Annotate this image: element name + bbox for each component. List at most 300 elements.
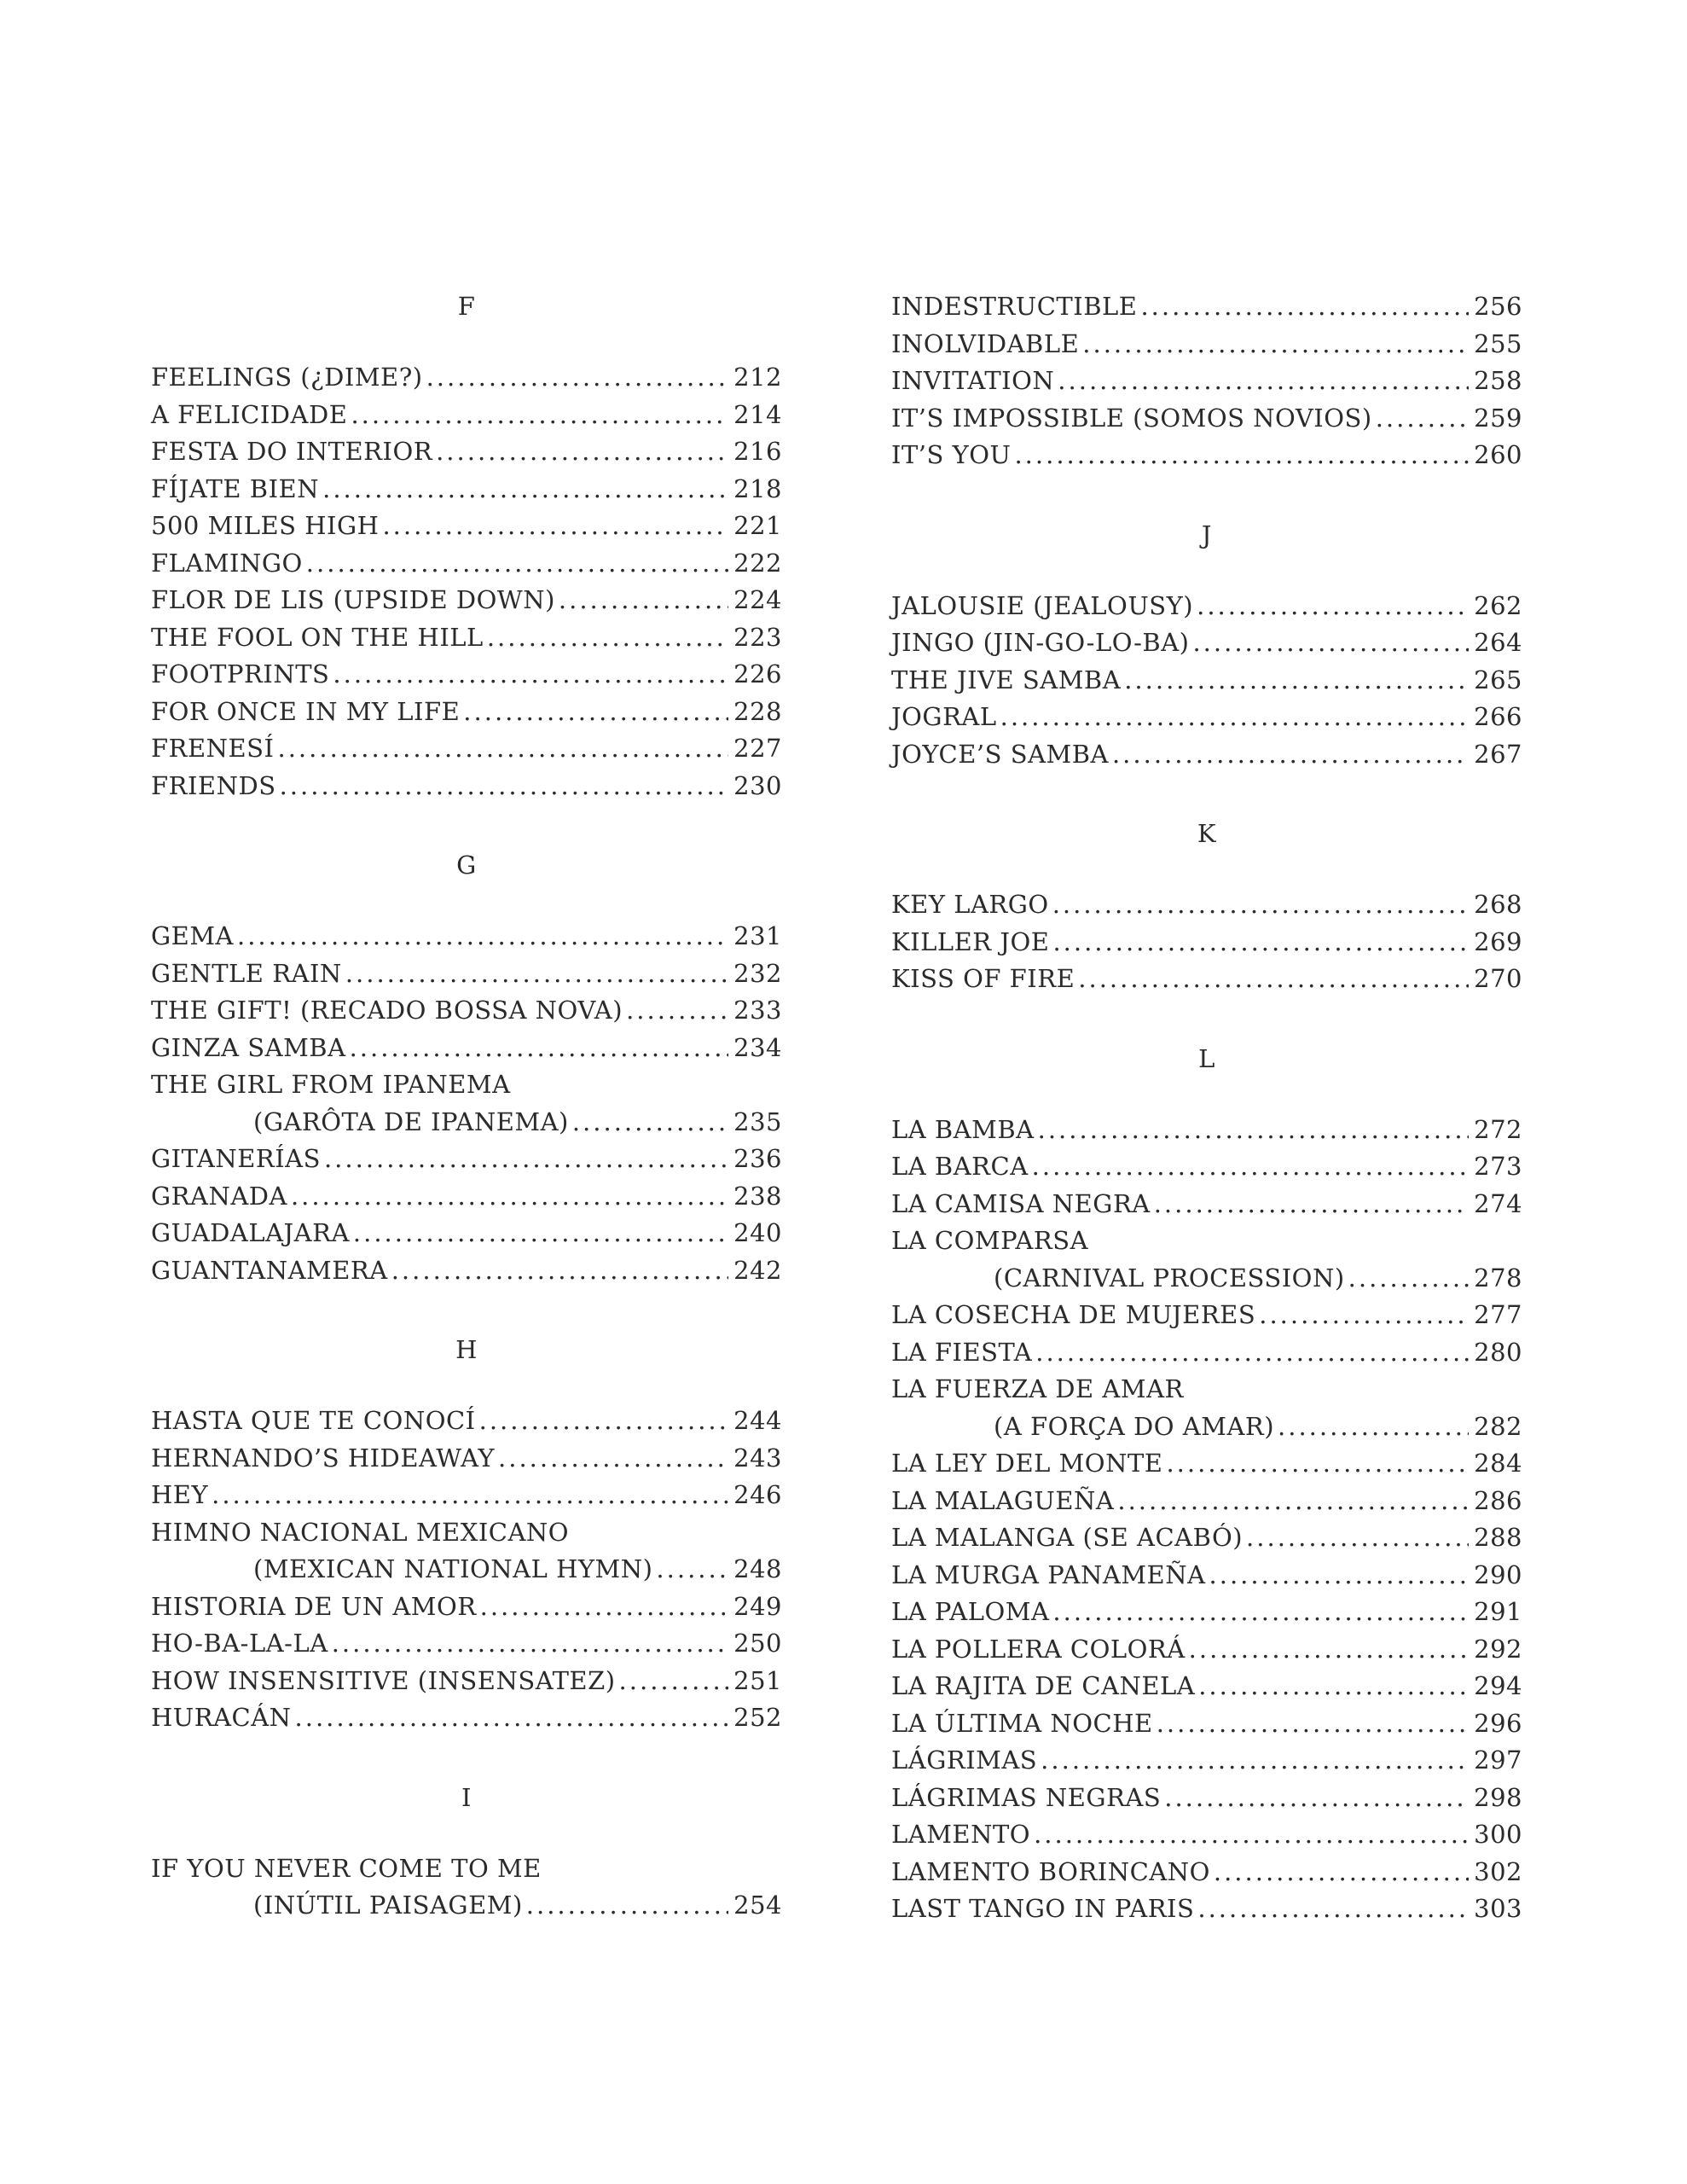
dot-leader xyxy=(1376,400,1469,438)
dot-leader xyxy=(382,508,728,545)
index-column-right xyxy=(891,288,1522,1971)
entry-page-number: 222 xyxy=(733,548,782,578)
index-section xyxy=(151,1780,782,1925)
entry-title: HERNANDO’S HIDEAWAY xyxy=(151,1443,496,1472)
entry-title: HO-BA-LA-LA xyxy=(151,1629,328,1658)
entry-line xyxy=(891,288,1522,326)
dot-leader xyxy=(1209,1557,1470,1594)
dot-leader xyxy=(350,1030,729,1067)
dot-leader xyxy=(295,1699,729,1737)
index-section xyxy=(151,847,782,1289)
entry-page-number: 272 xyxy=(1474,1114,1522,1144)
index-entry xyxy=(151,1178,782,1216)
section-letter-heading: K xyxy=(1197,819,1217,848)
entry-title: LÁGRIMAS NEGRAS xyxy=(891,1782,1162,1812)
index-entry xyxy=(151,619,782,657)
entry-line xyxy=(891,1519,1522,1557)
entry-subtitle-line xyxy=(151,1887,782,1925)
entry-title: A FELICIDADE xyxy=(151,399,348,429)
entry-title: LA COSECHA DE MUJERES xyxy=(891,1300,1256,1329)
entry-page-number: 262 xyxy=(1474,590,1522,620)
entry-page-number: 228 xyxy=(733,696,782,726)
entry-subtitle-line xyxy=(891,1260,1522,1298)
dot-leader xyxy=(480,1589,729,1626)
dot-leader xyxy=(1157,1705,1469,1743)
index-entry xyxy=(891,1557,1522,1594)
section-letter-heading: L xyxy=(1198,1043,1215,1073)
index-column-left xyxy=(151,288,782,1967)
dot-leader xyxy=(1034,1816,1469,1854)
entry-title-line xyxy=(151,1514,782,1552)
entry-title: LA FUERZA DE AMAR xyxy=(891,1374,1184,1403)
index-entry xyxy=(151,992,782,1030)
dot-leader xyxy=(1052,1594,1469,1631)
entry-title: LA ÚLTIMA NOCHE xyxy=(891,1708,1153,1738)
entry-title: IF YOU NEVER COME TO ME xyxy=(151,1853,542,1883)
entry-page-number: 282 xyxy=(1474,1411,1522,1441)
dot-leader xyxy=(1189,1631,1469,1669)
entry-title: LA BAMBA xyxy=(891,1114,1035,1144)
entry-title: HOW INSENSITIVE (INSENSATEZ) xyxy=(151,1665,616,1695)
index-entry xyxy=(151,1215,782,1252)
dot-leader xyxy=(1078,961,1469,998)
dot-leader xyxy=(1278,1409,1469,1446)
entry-page-number: 234 xyxy=(733,1032,782,1062)
entry-title: INVITATION xyxy=(891,366,1055,395)
index-entry xyxy=(151,1440,782,1478)
index-entry xyxy=(151,1589,782,1626)
entry-title: LA POLLERA COLORÁ xyxy=(891,1634,1186,1664)
entry-title: FEELINGS (¿DIME?) xyxy=(151,363,423,392)
entry-page-number: 303 xyxy=(1474,1894,1522,1923)
dot-leader xyxy=(1041,1742,1469,1780)
index-entry xyxy=(891,1148,1522,1186)
dot-leader xyxy=(1164,1780,1469,1817)
entry-title: GRANADA xyxy=(151,1181,287,1211)
entry-line xyxy=(891,699,1522,736)
entry-title: INOLVIDABLE xyxy=(891,328,1080,358)
entry-page-number: 286 xyxy=(1474,1485,1522,1515)
entry-title: FESTA DO INTERIOR xyxy=(151,437,433,466)
entry-subtitle-line xyxy=(891,1409,1522,1446)
dot-leader xyxy=(1166,1445,1469,1483)
entry-title: FRIENDS xyxy=(151,770,276,800)
entry-page-number: 231 xyxy=(733,921,782,950)
dot-leader xyxy=(1014,437,1469,474)
entry-line xyxy=(891,400,1522,438)
entry-line xyxy=(151,433,782,471)
entry-line xyxy=(891,1557,1522,1594)
entry-line xyxy=(891,1186,1522,1223)
entry-line xyxy=(151,545,782,583)
dot-leader xyxy=(1192,624,1469,662)
index-entry xyxy=(151,956,782,993)
entry-line xyxy=(891,437,1522,474)
dot-leader xyxy=(1032,1148,1470,1186)
dot-leader xyxy=(1117,1483,1469,1520)
index-entry xyxy=(151,508,782,545)
entry-title: THE GIRL FROM IPANEMA xyxy=(151,1070,511,1099)
entry-title: JOYCE’S SAMBA xyxy=(891,739,1109,769)
entry-page-number: 232 xyxy=(733,958,782,988)
dot-leader xyxy=(1246,1519,1469,1557)
entry-title: JINGO (JIN-GO-LO-BA) xyxy=(891,628,1190,657)
index-entry xyxy=(891,437,1522,474)
entry-title: LA MURGA PANAMEÑA xyxy=(891,1560,1206,1589)
entry-title: KEY LARGO xyxy=(891,890,1049,919)
index-entry xyxy=(151,471,782,508)
entry-title: HASTA QUE TE CONOCÍ xyxy=(151,1406,476,1435)
entry-line xyxy=(891,1891,1522,1928)
entry-line xyxy=(151,1477,782,1514)
index-entry xyxy=(151,1477,782,1514)
entry-line xyxy=(891,1780,1522,1817)
entry-title: LA RAJITA DE CANELA xyxy=(891,1671,1196,1700)
dot-leader xyxy=(237,918,728,956)
index-entry xyxy=(891,1705,1522,1743)
dot-leader xyxy=(1197,1891,1469,1928)
index-entry xyxy=(891,924,1522,961)
section-letter-heading: G xyxy=(456,851,477,880)
dot-leader xyxy=(1035,1334,1469,1372)
entry-line xyxy=(151,992,782,1030)
index-section xyxy=(891,288,1522,474)
dot-leader xyxy=(487,619,728,657)
entry-line xyxy=(151,1663,782,1700)
entry-line xyxy=(891,886,1522,924)
dot-leader xyxy=(626,992,728,1030)
dot-leader xyxy=(1112,736,1469,774)
index-entry xyxy=(151,1066,782,1141)
entry-page-number: 242 xyxy=(733,1255,782,1285)
dot-leader xyxy=(526,1887,728,1925)
entry-page-number: 254 xyxy=(733,1891,782,1920)
entry-line xyxy=(151,1625,782,1663)
entry-line xyxy=(151,1141,782,1178)
entry-page-number: 246 xyxy=(733,1480,782,1509)
entry-page-number: 284 xyxy=(1474,1449,1522,1478)
index-entry xyxy=(891,1594,1522,1631)
entry-line xyxy=(891,363,1522,400)
entry-line xyxy=(891,662,1522,700)
entry-title: HIMNO NACIONAL MEXICANO xyxy=(151,1517,570,1547)
index-entry xyxy=(891,588,1522,625)
entry-page-number: 251 xyxy=(733,1665,782,1695)
entry-page-number: 296 xyxy=(1474,1708,1522,1738)
entry-line xyxy=(151,730,782,768)
entry-page-number: 244 xyxy=(733,1406,782,1435)
index-entry xyxy=(891,662,1522,700)
index-entry xyxy=(891,886,1522,924)
entry-title: LA PALOMA xyxy=(891,1597,1050,1626)
dot-leader xyxy=(322,471,728,508)
entry-line xyxy=(891,1705,1522,1743)
entry-title: GUADALAJARA xyxy=(151,1218,350,1247)
entry-page-number: 255 xyxy=(1474,328,1522,358)
entry-line xyxy=(151,1403,782,1440)
dot-leader xyxy=(1259,1297,1469,1334)
entry-line xyxy=(151,1440,782,1478)
entry-line xyxy=(891,326,1522,363)
index-entry xyxy=(151,433,782,471)
dot-leader xyxy=(463,694,728,731)
entry-line xyxy=(151,359,782,397)
dot-leader xyxy=(1052,886,1469,924)
dot-leader xyxy=(391,1252,728,1290)
entry-title: IT’S YOU xyxy=(891,440,1012,469)
dot-leader xyxy=(1198,1668,1469,1705)
entry-page-number: 238 xyxy=(733,1181,782,1211)
entry-title: LA BARCA xyxy=(891,1152,1029,1181)
entry-title: FOR ONCE IN MY LIFE xyxy=(151,696,461,726)
entry-page-number: 290 xyxy=(1474,1560,1522,1589)
entry-page-number: 302 xyxy=(1474,1856,1522,1886)
index-entry xyxy=(891,1297,1522,1334)
entry-subtitle: (INÚTIL PAISAGEM) xyxy=(253,1891,523,1920)
dot-leader xyxy=(572,1104,728,1141)
entry-subtitle: (GARÔTA DE IPANEMA) xyxy=(253,1107,569,1136)
entry-title: LA CAMISA NEGRA xyxy=(891,1188,1151,1218)
entry-line xyxy=(151,397,782,434)
entry-subtitle-line xyxy=(151,1551,782,1589)
entry-title: HISTORIA DE UN AMOR xyxy=(151,1591,477,1621)
index-entry xyxy=(891,1780,1522,1817)
entry-page-number: 294 xyxy=(1474,1671,1522,1700)
entry-title: THE FOOL ON THE HILL xyxy=(151,622,484,652)
entry-page-number: 235 xyxy=(733,1107,782,1136)
entry-line xyxy=(891,1148,1522,1186)
entry-subtitle: (MEXICAN NATIONAL HYMN) xyxy=(253,1554,653,1583)
dot-leader xyxy=(291,1178,728,1216)
entry-line xyxy=(151,582,782,619)
entry-page-number: 250 xyxy=(733,1629,782,1658)
index-entry xyxy=(151,359,782,397)
index-entry xyxy=(151,1663,782,1700)
entry-title-line xyxy=(151,1066,782,1104)
index-section xyxy=(151,288,782,804)
index-entry xyxy=(151,656,782,694)
entry-page-number: 214 xyxy=(733,399,782,429)
index-entry xyxy=(891,1816,1522,1854)
entry-page-number: 252 xyxy=(733,1703,782,1732)
dot-leader xyxy=(1058,363,1469,400)
entry-page-number: 258 xyxy=(1474,366,1522,395)
index-entry xyxy=(151,1850,782,1925)
entry-title: LAMENTO BORINCANO xyxy=(891,1856,1210,1886)
entry-page-number: 270 xyxy=(1474,964,1522,993)
entry-page-number: 212 xyxy=(733,363,782,392)
entry-line xyxy=(151,918,782,956)
index-entry xyxy=(151,1141,782,1178)
index-entry xyxy=(151,918,782,956)
entry-line xyxy=(151,1699,782,1737)
dot-leader xyxy=(1348,1260,1470,1298)
index-entry xyxy=(891,400,1522,438)
index-entry xyxy=(891,1668,1522,1705)
index-section xyxy=(891,816,1522,998)
dot-leader xyxy=(436,433,728,471)
dot-leader xyxy=(1124,662,1469,700)
index-entry xyxy=(151,1252,782,1290)
entry-page-number: 292 xyxy=(1474,1634,1522,1664)
entry-page-number: 233 xyxy=(733,996,782,1025)
entry-line xyxy=(151,1252,782,1290)
entry-line xyxy=(891,1483,1522,1520)
entry-page-number: 264 xyxy=(1474,628,1522,657)
entry-title: LA COMPARSA xyxy=(891,1226,1089,1255)
index-entry xyxy=(891,1742,1522,1780)
entry-line xyxy=(891,924,1522,961)
entry-title: GUANTANAMERA xyxy=(151,1255,388,1285)
entry-page-number: 230 xyxy=(733,770,782,800)
entry-line xyxy=(891,961,1522,998)
entry-page-number: 243 xyxy=(733,1443,782,1472)
entry-page-number: 226 xyxy=(733,659,782,688)
entry-title: FLAMINGO xyxy=(151,548,303,578)
entry-page-number: 291 xyxy=(1474,1597,1522,1626)
dot-leader xyxy=(353,1215,728,1252)
dot-leader xyxy=(1140,288,1469,326)
entry-page-number: 216 xyxy=(733,437,782,466)
entry-line xyxy=(151,1030,782,1067)
entry-title: LA FIESTA xyxy=(891,1337,1033,1367)
entry-page-number: 277 xyxy=(1474,1300,1522,1329)
entry-title: GEMA xyxy=(151,921,234,950)
entry-page-number: 266 xyxy=(1474,702,1522,731)
entry-title: GITANERÍAS xyxy=(151,1144,321,1173)
entry-line xyxy=(891,1854,1522,1891)
index-entry xyxy=(891,1519,1522,1557)
entry-subtitle-line xyxy=(151,1104,782,1141)
entry-line xyxy=(151,768,782,805)
entry-page-number: 221 xyxy=(733,511,782,540)
entry-title: THE GIFT! (RECADO BOSSA NOVA) xyxy=(151,996,623,1025)
index-entry xyxy=(151,694,782,731)
index-entry xyxy=(151,1625,782,1663)
entry-title-line xyxy=(891,1223,1522,1260)
entry-subtitle: (A FORÇA DO AMAR) xyxy=(994,1411,1275,1441)
entry-title-line xyxy=(891,1371,1522,1409)
section-letter-heading: I xyxy=(461,1782,472,1812)
index-entry xyxy=(891,1112,1522,1149)
index-section xyxy=(891,517,1522,774)
dot-leader xyxy=(280,768,729,805)
dot-leader xyxy=(498,1440,728,1478)
index-entry xyxy=(151,1699,782,1737)
entry-line xyxy=(891,1742,1522,1780)
entry-line xyxy=(151,1215,782,1252)
entry-page-number: 298 xyxy=(1474,1782,1522,1812)
section-letter-heading: J xyxy=(1201,520,1213,549)
entry-title: THE JIVE SAMBA xyxy=(891,665,1122,694)
entry-title: GINZA SAMBA xyxy=(151,1032,346,1062)
dot-leader xyxy=(559,582,728,619)
index-entry xyxy=(891,736,1522,774)
entry-page-number: 267 xyxy=(1474,739,1522,769)
entry-title: LÁGRIMAS xyxy=(891,1745,1038,1774)
entry-title: 500 MILES HIGH xyxy=(151,511,380,540)
entry-page-number: 260 xyxy=(1474,440,1522,469)
dot-leader xyxy=(426,359,729,397)
entry-title: JOGRAL xyxy=(891,702,997,731)
entry-page-number: 273 xyxy=(1474,1152,1522,1181)
entry-line xyxy=(891,1816,1522,1854)
entry-page-number: 278 xyxy=(1474,1263,1522,1292)
index-entry xyxy=(891,1334,1522,1372)
entry-title: LA LEY DEL MONTE xyxy=(891,1449,1163,1478)
entry-title: GENTLE RAIN xyxy=(151,958,342,988)
entry-title: LAMENTO xyxy=(891,1820,1031,1849)
entry-title: INDESTRUCTIBLE xyxy=(891,292,1138,321)
entry-page-number: 268 xyxy=(1474,890,1522,919)
index-entry xyxy=(891,699,1522,736)
dot-leader xyxy=(306,545,728,583)
entry-page-number: 224 xyxy=(733,585,782,614)
entry-line xyxy=(151,1178,782,1216)
index-entry xyxy=(151,582,782,619)
index-entry xyxy=(151,1403,782,1440)
entry-title: FÍJATE BIEN xyxy=(151,473,320,503)
entry-title: LA MALANGA (SE ACABÓ) xyxy=(891,1523,1244,1552)
entry-line xyxy=(891,1668,1522,1705)
entry-line xyxy=(151,694,782,731)
index-entry xyxy=(891,1854,1522,1891)
section-letter-heading: H xyxy=(455,1335,478,1364)
entry-page-number: 223 xyxy=(733,622,782,652)
entry-page-number: 218 xyxy=(733,473,782,503)
entry-line xyxy=(151,508,782,545)
entry-line xyxy=(891,1445,1522,1483)
dot-leader xyxy=(345,956,728,993)
entry-page-number: 265 xyxy=(1474,665,1522,694)
entry-line xyxy=(151,956,782,993)
entry-title: KILLER JOE xyxy=(891,926,1050,956)
dot-leader xyxy=(479,1403,729,1440)
entry-title: FOOTPRINTS xyxy=(151,659,330,688)
dot-leader xyxy=(1052,924,1469,961)
index-entry xyxy=(151,768,782,805)
entry-page-number: 269 xyxy=(1474,926,1522,956)
section-letter-heading: F xyxy=(457,292,476,321)
entry-line xyxy=(891,736,1522,774)
entry-line xyxy=(151,1589,782,1626)
index-entry xyxy=(151,545,782,583)
index-entry xyxy=(151,730,782,768)
entry-line xyxy=(891,588,1522,625)
dot-leader xyxy=(1038,1112,1470,1149)
entry-line xyxy=(891,1112,1522,1149)
entry-title: KISS OF FIRE xyxy=(891,964,1075,993)
index-entry xyxy=(151,1030,782,1067)
entry-page-number: 227 xyxy=(733,734,782,763)
entry-title-line xyxy=(151,1850,782,1888)
index-entry xyxy=(891,363,1522,400)
dot-leader xyxy=(278,730,729,768)
index-entry xyxy=(151,1514,782,1589)
dot-leader xyxy=(1214,1854,1469,1891)
index-entry xyxy=(891,1445,1522,1483)
entry-line xyxy=(891,1297,1522,1334)
dot-leader xyxy=(324,1141,728,1178)
dot-leader xyxy=(212,1477,728,1514)
entry-page-number: 297 xyxy=(1474,1745,1522,1774)
dot-leader xyxy=(1000,699,1470,736)
entry-line xyxy=(151,619,782,657)
index-entry xyxy=(891,288,1522,326)
entry-title: FLOR DE LIS (UPSIDE DOWN) xyxy=(151,585,555,614)
entry-page-number: 259 xyxy=(1474,403,1522,433)
entry-title: HEY xyxy=(151,1480,209,1509)
